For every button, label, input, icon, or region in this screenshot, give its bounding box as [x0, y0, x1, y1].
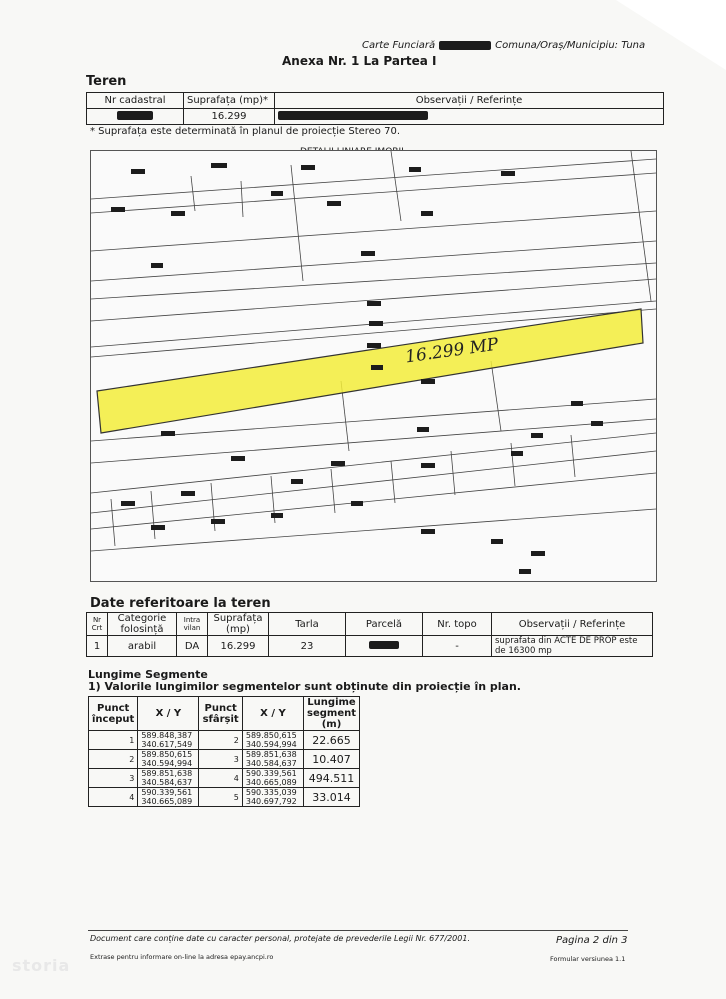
segmente-subtitle: 1) Valorile lungimilor segmentelor sunt obținute din proiecție în plan.	[88, 680, 521, 693]
folded-corner	[616, 0, 726, 70]
teren-table	[86, 92, 664, 125]
cell: 10.407	[304, 750, 360, 769]
cell: 589.851,638	[141, 769, 193, 778]
cell: 33.014	[304, 788, 360, 807]
cell: 5	[199, 788, 242, 807]
cell: 1	[87, 636, 108, 657]
col-header: Nr. topo	[423, 613, 492, 636]
cell: 4	[199, 769, 242, 788]
cell: 4	[89, 788, 138, 807]
col-header: X / Y	[138, 697, 199, 731]
cell: DA	[177, 636, 208, 657]
cell: 340.594,994	[245, 740, 297, 749]
cell: 3	[89, 769, 138, 788]
cell: 340.665,089	[245, 778, 297, 787]
cell: 22.665	[304, 731, 360, 750]
segmente-table	[88, 696, 360, 807]
redaction	[369, 641, 399, 649]
cell: 2	[89, 750, 138, 769]
col-header: Punct sfârșit	[199, 697, 242, 731]
table-row	[89, 769, 360, 788]
footer-privacy: Document care conține date cu caracter personal, protejate de prevederile Legii Nr. 677/2001.	[90, 934, 470, 943]
cell: 3	[199, 750, 242, 769]
cadastral-map	[90, 150, 657, 582]
col-header: Observații / Referințe	[492, 613, 653, 636]
teren-footnote: * Suprafața este determinată în planul de proiecție Stereo 70.	[90, 126, 401, 137]
cell: 589.851,638	[245, 750, 297, 759]
cell: 589.850,615	[245, 731, 297, 740]
footer-extras: Extrase pentru informare on-line la adresa epay.ancpi.ro	[90, 953, 274, 961]
col-header: Intra vilan	[177, 613, 208, 636]
cell: 16.299	[208, 636, 269, 657]
cell: 590.335,039	[245, 788, 297, 797]
cell: 340.594,994	[141, 759, 193, 768]
cell: 340.697,792	[245, 797, 297, 806]
cell: 340.584,637	[141, 778, 193, 787]
footer-formular: Formular versiunea 1.1	[550, 955, 626, 963]
section-title-segmente: Lungime Segmente	[88, 668, 208, 681]
col-header: Nr Crt	[87, 613, 108, 636]
teren-suprafata: 16.299	[184, 109, 275, 125]
section-title-date-teren: Date referitoare la teren	[90, 596, 271, 611]
watermark: storia	[12, 956, 71, 975]
col-header: Nr cadastral	[87, 93, 184, 109]
cell: 494.511	[304, 769, 360, 788]
cell: 1	[89, 731, 138, 750]
table-row	[89, 750, 360, 769]
cell: 590.339,561	[141, 788, 193, 797]
cell: 2	[199, 731, 242, 750]
cell: 340.584,637	[245, 759, 297, 768]
col-header: Parcelă	[346, 613, 423, 636]
footer-rule	[88, 930, 628, 931]
cell: 590.339,561	[245, 769, 297, 778]
redaction	[117, 111, 153, 120]
anexa-title: Anexa Nr. 1 La Partea I	[282, 54, 437, 68]
col-header: Suprafața (mp)*	[184, 93, 275, 109]
redaction	[439, 41, 491, 50]
cell: suprafata din ACTE DE PROP este de 16300 mp	[492, 636, 653, 657]
cell: 589.850,615	[141, 750, 193, 759]
redaction	[278, 111, 428, 120]
cell: 340.617,549	[141, 740, 193, 749]
col-header: X / Y	[242, 697, 303, 731]
date-teren-table	[86, 612, 653, 657]
cell: arabil	[108, 636, 177, 657]
cell: 340.665,089	[141, 797, 193, 806]
cell: 23	[269, 636, 346, 657]
col-header: Lungime segment (m)	[304, 697, 360, 731]
col-header: Punct început	[89, 697, 138, 731]
cell: -	[423, 636, 492, 657]
col-header: Categorie folosință	[108, 613, 177, 636]
col-header: Observații / Referințe	[275, 93, 664, 109]
handwritten-area-note: 16.299 MP	[404, 334, 500, 368]
header-carte-funciara: Carte Funciară Comuna/Oraș/Municipiu: Tuna	[362, 40, 646, 51]
cell: 589.848,387	[141, 731, 193, 740]
table-row	[89, 788, 360, 807]
footer-page-number: Pagina 2 din 3	[556, 935, 628, 946]
col-header: Suprafața (mp)	[208, 613, 269, 636]
section-title-teren: Teren	[86, 74, 127, 89]
table-row	[89, 731, 360, 750]
col-header: Tarla	[269, 613, 346, 636]
